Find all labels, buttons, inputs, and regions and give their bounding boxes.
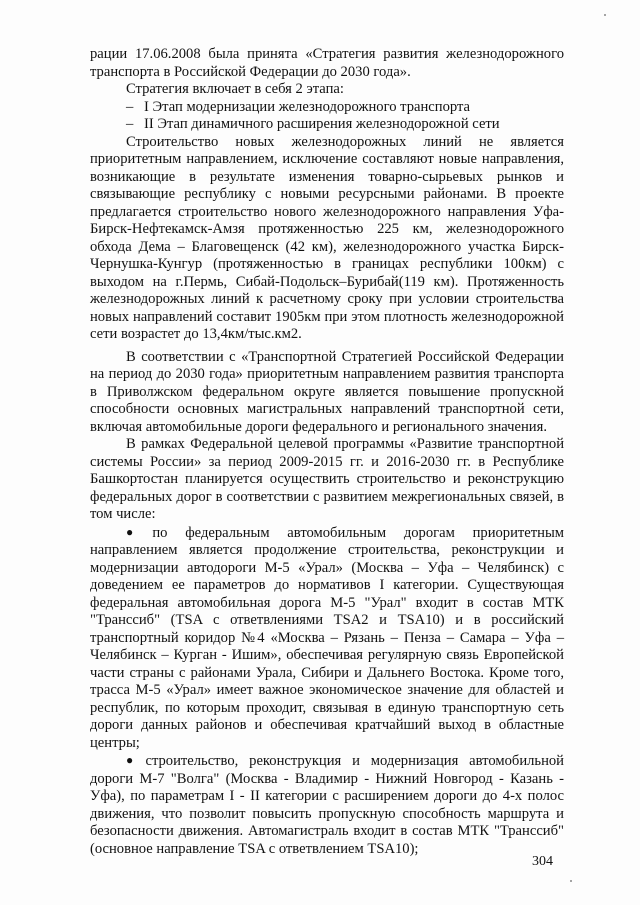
scan-speck [570, 880, 572, 882]
scan-speck [604, 14, 606, 16]
paragraph-federal-program: В рамках Федеральной целевой программы «Развитие транспортной системы России» за период 2009-2015 гг. и 2016-2030 гг. в Республике Башкортостан планируется осуществить строительство и реконструкцию федеральных дорог в соответствии с развитием межрегиональных связей, в том числе: [90, 436, 564, 522]
page-number: 304 [532, 854, 553, 869]
document-body [90, 46, 564, 858]
list-item [90, 116, 564, 134]
paragraph-construction: Строительство новых железнодорожных линий не является приоритетным направлением, исключение составляют новые направления, возникающие в результате изменения товарно-сырьевых рынков и связывающие республику с новыми ресурсными районами. В проекте предлагается строительство нового железнодорожного направления Уфа-Бирск-Нефтекамск-Амзя протяженностью 225 км, железнодорожного обхода Дема – Благовещенск (42 км), железнодорожного участка Бирск-Чернушка-Кунгур (протяженностью в границах республики 100км) с выходом на г.Пермь, Сибай-Подольск–Бурибай(119 км). Протяженность железнодорожных линий к расчетному сроку при условии строительства новых направлений составит 1905км при этом плотность железнодорожной сети возрастет до 13,4км/тыс.км2. [90, 133, 564, 342]
stages-list [90, 99, 564, 134]
bullet-item [90, 524, 564, 753]
bullet-text: строительство, реконструкция и модернизация автомобильной дороги М-7 "Волга" (Москва - Владимир - Нижний Новгород - Казань - Уфа), по параметрам I - II категории с расширением дороги до 4-х полос движения, что позволит повысить пропускную способность маршрута и безопасности движения. Автомагистраль входит в состав МТК "Транссиб" (основное направление TSA с ответвлением TSA10); [90, 753, 564, 857]
bullet-item [90, 752, 564, 858]
paragraph-intro: рации 17.06.2008 была принята «Стратегия развития железнодорожного транспорта в Российской Федерации до 2030 года». [90, 46, 564, 80]
dash-marker: – [126, 98, 134, 115]
paragraph-stages-intro: Стратегия включает в себя 2 этапа: [126, 81, 344, 97]
bullet-text: по федеральным автомобильным дорогам приоритетным направлением является продолжение строительства, реконструкции и модернизации автодороги М-5 «Урал» (Москва – Уфа – Челябинск) с доведением ее параметров до нормативов I категории. Существующая федеральная автомобильная дорога М-5 "Урал" входит в состав МТК "Транссиб" (TSA с ответвлениями TSA2 и TSA10) и в российский транспортный коридор №4 «Москва – Рязань – Пенза – Самара – Уфа – Челябинск – Курган - Ишим», обеспечивая регулярную связь Европейской части страны с районами Урала, Сибири и Дальнего Востока. Кроме того, трасса М-5 «Урал» имеет важное экономическое значение для областей и республик, по которым проходит, связывая в единую транспортную сеть дороги данных районов и обеспечивая кратчайший выход в областные центры; [90, 524, 565, 751]
stage-text: I Этап модернизации железнодорожного транспорта [144, 98, 471, 115]
dash-marker: – [126, 116, 134, 132]
paragraph-transport-strategy: В соответствии с «Транспортной Стратегией Российской Федерации на период до 2030 года» приоритетным направлением развития транспорта в Приволжском федеральном округе является повышение пропускной способности основных магистральных направлений транспортной сети, включая автомобильные дороги федерального и регионального значения. [90, 348, 564, 435]
bullet-icon: ● [126, 753, 141, 767]
bullet-icon: ● [126, 524, 148, 539]
list-item [90, 99, 564, 117]
stage-text: II Этап динамичного расширения железнодорожной сети [144, 116, 500, 132]
